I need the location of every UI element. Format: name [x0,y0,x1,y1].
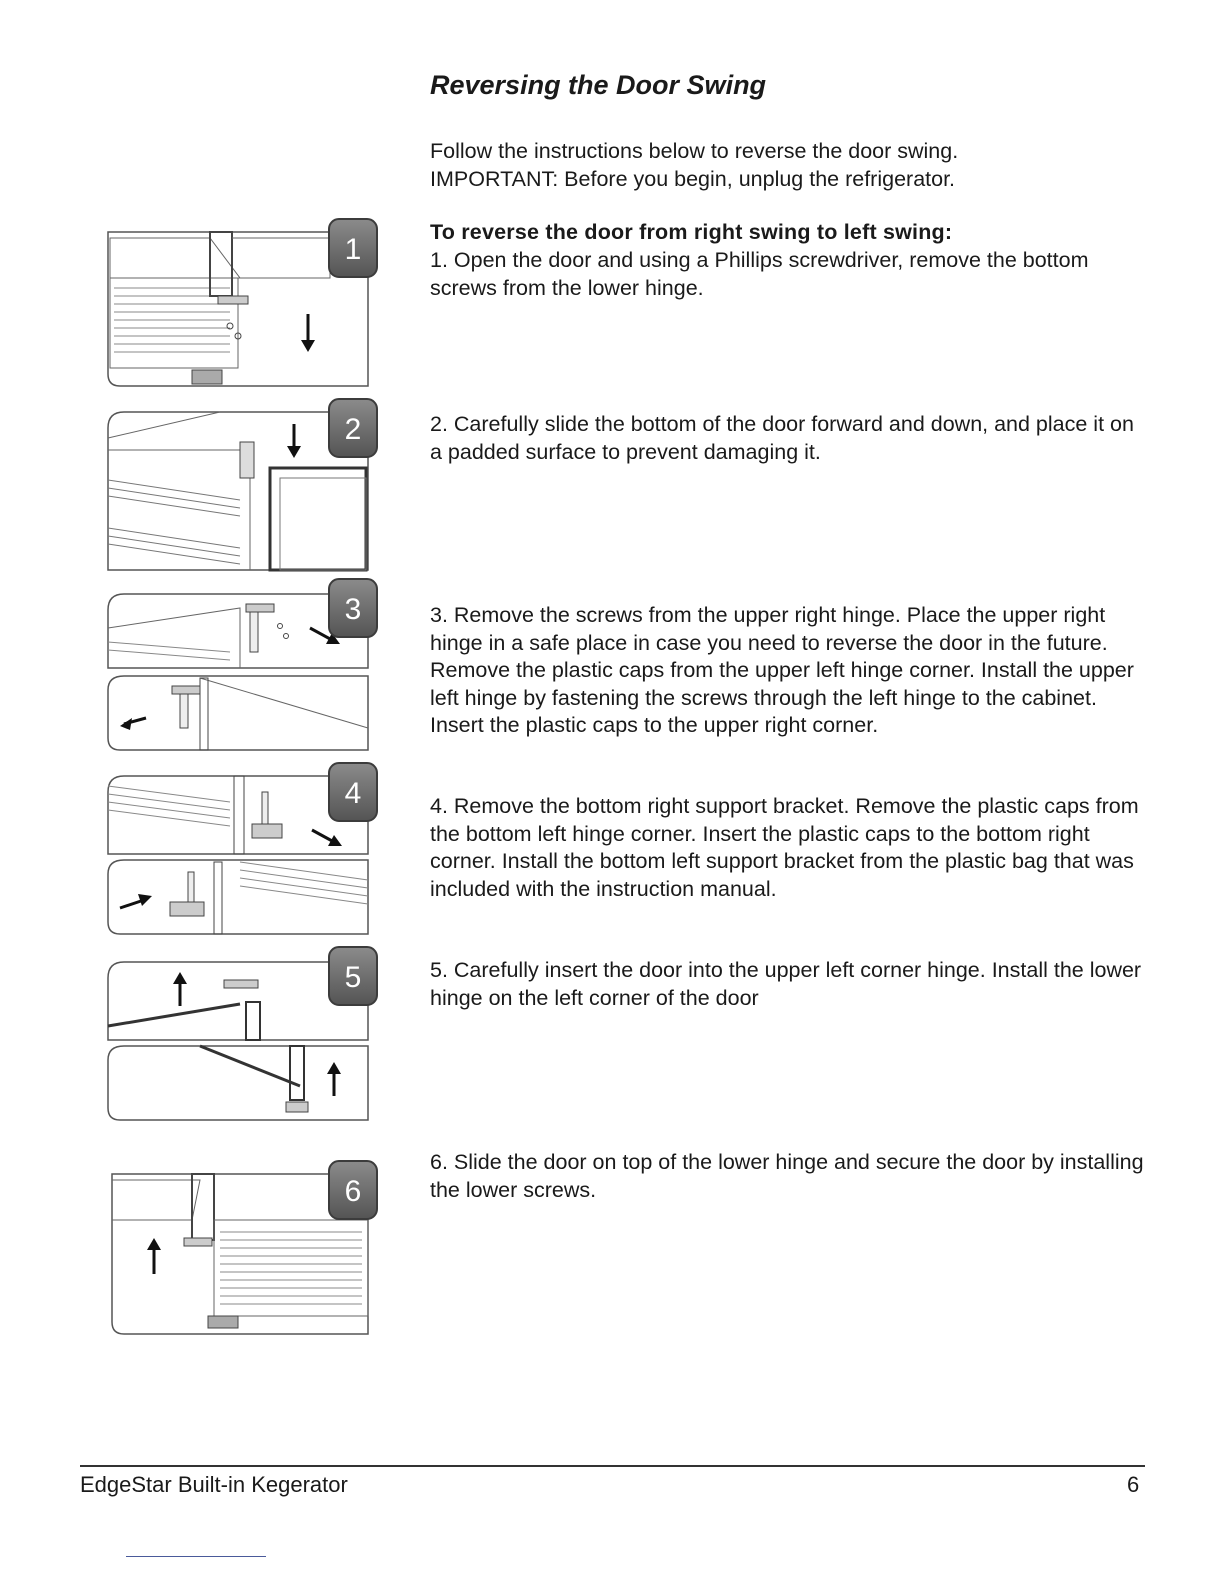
step-6-badge: 6 [328,1160,378,1220]
step-6-text: 6. Slide the door on top of the lower hinge and secure the door by installing the lower screws. [430,1150,1144,1202]
step-1-text: 1. Open the door and using a Phillips screwdriver, remove the bottom screws from the lower hinge. [430,248,1089,300]
step-3-badge: 3 [328,578,378,638]
step-3-text: 3. Remove the screws from the upper right hinge. Place the upper right hinge in a safe place in case you need to reverse the door in the future. Remove the plastic caps from the upper left hinge corner. Install the upper left hinge by fastening the screws through the left hinge to the cabinet. Insert the plastic caps to the upper right corner. [430,603,1134,737]
footer-product-name: EdgeStar Built-in Kegerator [80,1472,348,1497]
step-1-illustration [100,218,390,390]
footer-page-number: 6 [1127,1472,1140,1497]
step-2-text: 2. Carefully slide the bottom of the door forward and down, and place it on a padded surface to prevent damaging it. [430,412,1134,464]
step-4-illustration [100,762,390,940]
intro-block [430,137,1150,193]
step-5-text: 5. Carefully insert the door into the upper left corner hinge. Install the lower hinge on the left corner of the door [430,958,1142,1010]
section-subheading: To reverse the door from right swing to left swing: [430,220,953,244]
step-4-badge: 4 [328,762,378,822]
step-6-illustration [100,1160,390,1336]
step-4-text: 4. Remove the bottom right support bracket. Remove the plastic caps from the bottom left hinge corner. Insert the plastic caps to the bottom right corner. Install the bottom left support bracket from the plastic bag that was included with the instruction manual. [430,794,1139,901]
step-5-illustration [100,946,390,1122]
step-3-illustration [100,578,390,756]
step-2-illustration [100,398,390,572]
intro-line-2: IMPORTANT: Before you begin, unplug the refrigerator. [430,167,956,191]
step-1-badge: 1 [328,218,378,278]
intro-line-1: Follow the instructions below to reverse the door swing. [430,139,959,163]
bottom-edge-line [126,1556,266,1557]
page-title: Reversing the Door Swing [430,70,767,100]
step-2-badge: 2 [328,398,378,458]
footer-divider [80,1465,1145,1467]
step-5-badge: 5 [328,946,378,1006]
